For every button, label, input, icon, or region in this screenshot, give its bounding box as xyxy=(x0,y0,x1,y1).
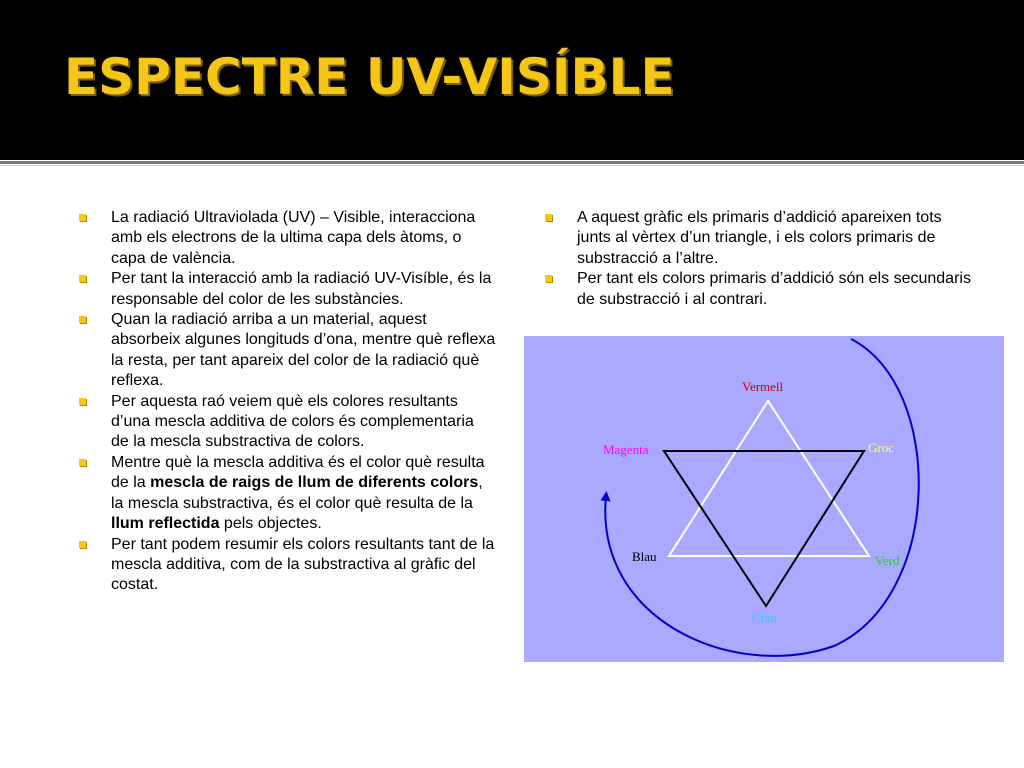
list-item xyxy=(76,453,496,535)
list-item xyxy=(76,310,496,392)
square-bullet-icon xyxy=(79,398,86,405)
list-item xyxy=(76,392,496,453)
label-blau: Blau xyxy=(632,549,657,564)
list-item xyxy=(76,535,496,596)
bullet-text: Per tant els colors primaris d’addició són els secundaris de substracció i al contrari. xyxy=(577,270,971,308)
title-divider-thin xyxy=(0,165,1024,166)
label-magenta: Magenta xyxy=(603,442,649,457)
square-bullet-icon xyxy=(79,275,86,282)
bullet-text: Quan la radiació arriba a un material, aquest absorbeix algunes longituds d’ona, mentre què reflexa la resta, per tant apareix del color de la radiació què reflexa. xyxy=(111,311,496,390)
label-groc: Groc xyxy=(868,440,894,455)
bullet-text: pels objectes. xyxy=(219,515,322,533)
bold-phrase: mescla de raigs de llum de diferents colors xyxy=(150,474,479,492)
square-bullet-icon xyxy=(545,214,552,221)
bullet-text: Mentre què la mescla additiva és el color què resulta de la xyxy=(111,453,485,492)
square-bullet-icon xyxy=(79,316,86,323)
label-vermell: Vermell xyxy=(742,379,784,394)
right-bullet-list xyxy=(542,208,972,310)
title-divider xyxy=(0,161,1024,164)
bullet-text: Per aquesta raó veiem què els colores resultants d’una mescla additiva de colors és complementaria de la mescla substractiva de colors. xyxy=(111,392,474,451)
square-bullet-icon xyxy=(79,459,86,466)
color-star-svg xyxy=(524,336,1004,662)
square-bullet-icon xyxy=(545,275,552,282)
square-bullet-icon xyxy=(79,214,86,221)
bullet-text: Per tant podem resumir els colors resultants tant de la mescla additiva, com de la substractiva al gràfic del costat. xyxy=(111,535,495,594)
list-item xyxy=(76,269,496,310)
color-mixing-diagram xyxy=(524,336,1004,662)
bold-phrase: llum reflectida xyxy=(111,515,220,533)
bullet-text: La radiació Ultraviolada (UV) – Visible, interacciona amb els electrons de la ultima capa dels àtoms, o capa de valència. xyxy=(111,209,476,267)
title-bar xyxy=(0,0,1024,160)
square-bullet-icon xyxy=(79,541,86,548)
bullet-text: Per tant la interacció amb la radiació UV-Visíble, és la responsable del color de les substàncies. xyxy=(111,270,492,308)
list-item xyxy=(76,208,496,269)
list-item xyxy=(542,208,972,269)
bullet-text: , la mescla substractiva, és el color què resulta de la xyxy=(111,474,483,512)
label-cian: Cian xyxy=(752,610,777,625)
bullet-text: A aquest gràfic els primaris d’addició apareixen tots junts al vèrtex d’un triangle, i els colors primaris de substracció a l’altre. xyxy=(577,209,942,267)
list-item xyxy=(542,269,972,310)
slide-title: ESPECTRE UV-VISÍBLE xyxy=(64,48,675,106)
left-bullet-list xyxy=(76,208,496,596)
label-verd: Verd xyxy=(875,553,900,568)
